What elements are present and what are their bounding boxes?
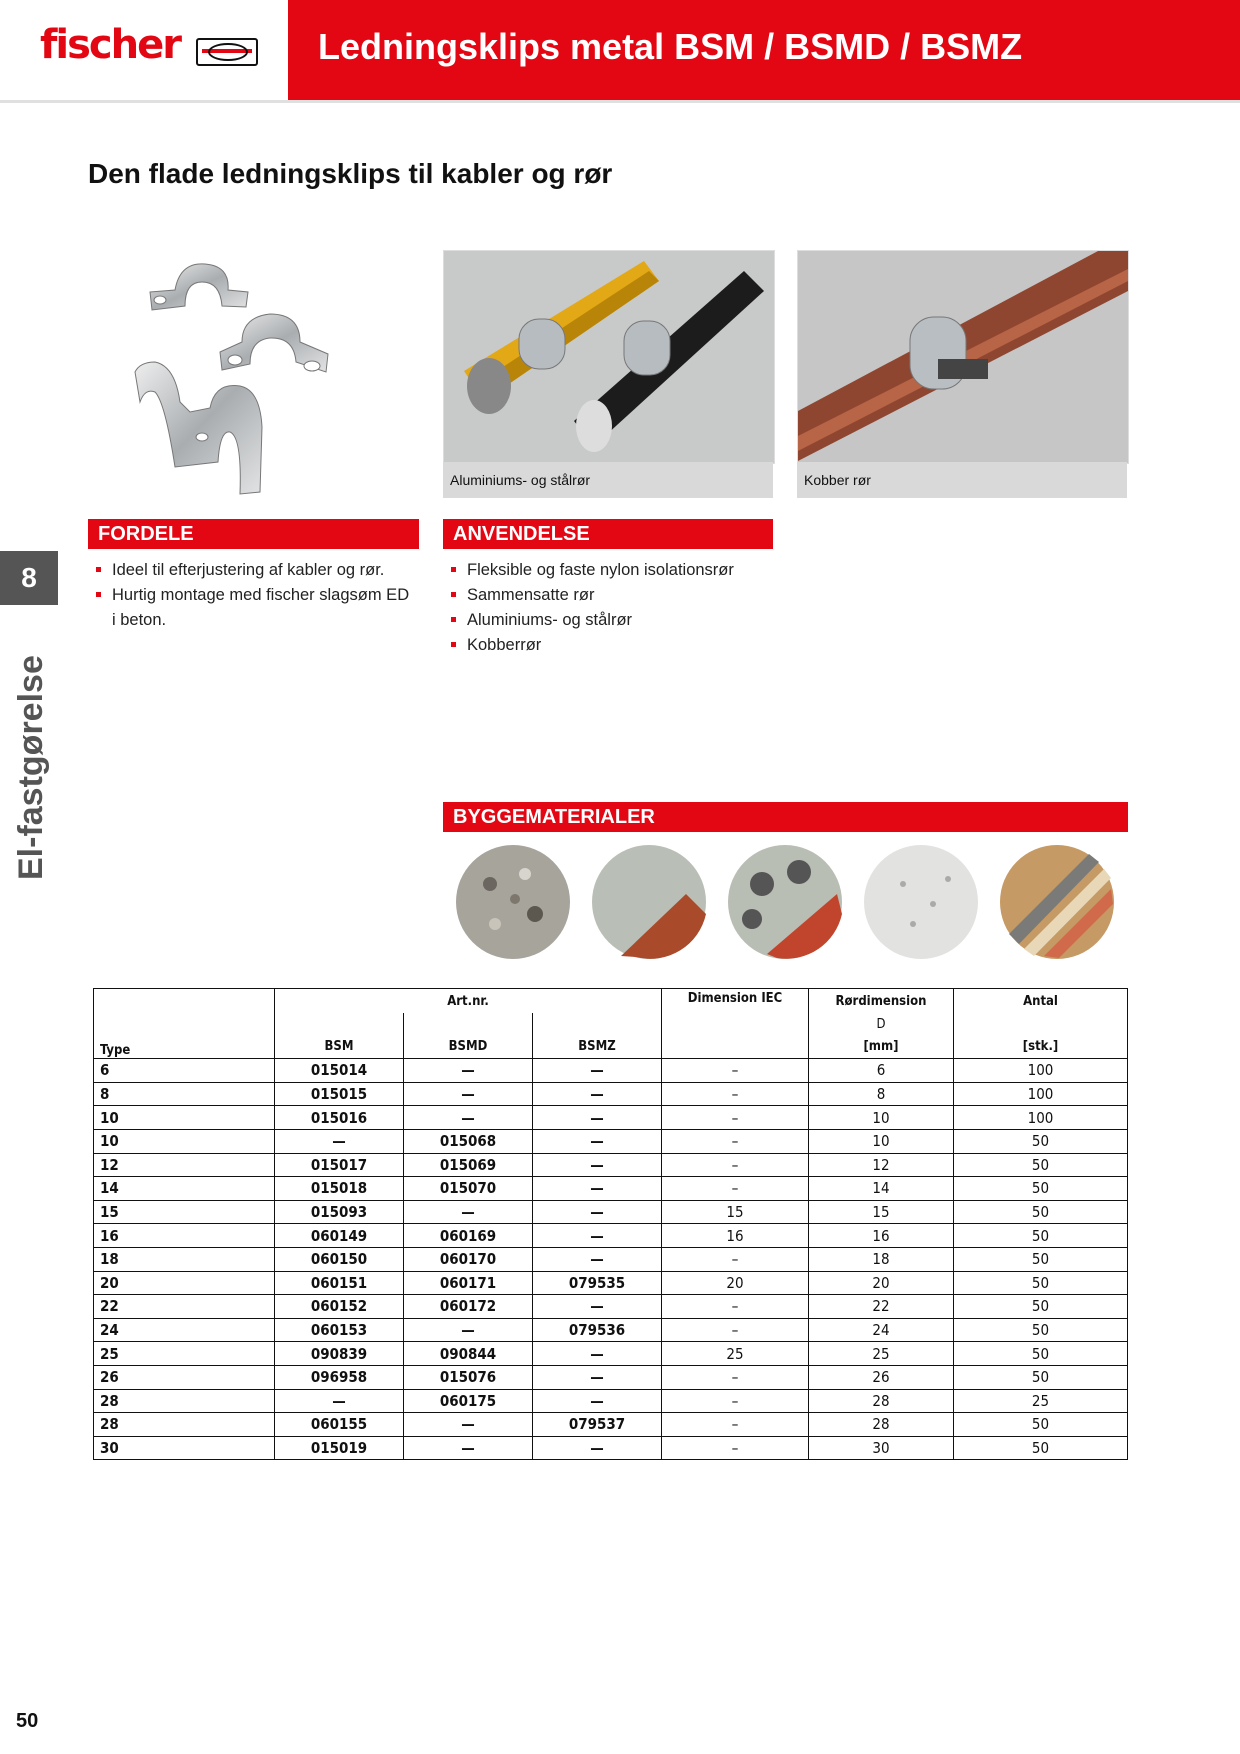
- dimension-iec-header: Dimension IEC: [662, 989, 809, 1059]
- table-row: [94, 1106, 1128, 1130]
- photo-caption-copper: Kobber rør: [797, 462, 1127, 498]
- table-cell: 10: [94, 1106, 275, 1130]
- table-cell: —: [533, 1082, 662, 1106]
- table-row: [94, 1365, 1128, 1389]
- product-clips-image: [130, 262, 380, 502]
- artnr-header: Art.nr.: [275, 989, 662, 1014]
- table-cell: 20: [94, 1271, 275, 1295]
- hollow-brick-icon: [728, 845, 842, 959]
- table-cell: 12: [94, 1153, 275, 1177]
- table-row: [94, 1082, 1128, 1106]
- table-cell: –: [662, 1177, 809, 1201]
- table-cell: 15: [809, 1200, 954, 1224]
- table-cell: 50: [954, 1200, 1128, 1224]
- page-title: Ledningsklips metal BSM / BSMD / BSMZ: [318, 26, 1023, 67]
- table-cell: 060171: [404, 1271, 533, 1295]
- unit-stk: [stk.]: [954, 1036, 1128, 1059]
- table-cell: 015019: [275, 1436, 404, 1460]
- table-cell: 50: [954, 1224, 1128, 1248]
- table-cell: 015076: [404, 1365, 533, 1389]
- table-cell: –: [662, 1059, 809, 1083]
- table-cell: 50: [954, 1436, 1128, 1460]
- table-cell: 015093: [275, 1200, 404, 1224]
- table-cell: 26: [94, 1365, 275, 1389]
- table-cell: 25: [94, 1342, 275, 1366]
- table-row: [94, 1389, 1128, 1413]
- fischer-fish-logo-icon: [196, 38, 258, 66]
- table-cell: 060175: [404, 1389, 533, 1413]
- table-cell: 14: [809, 1177, 954, 1201]
- table-cell: —: [533, 1295, 662, 1319]
- byggematerialer-heading: BYGGEMATERIALER: [443, 802, 1128, 832]
- table-cell: —: [533, 1342, 662, 1366]
- table-cell: 50: [954, 1365, 1128, 1389]
- table-cell: 060151: [275, 1271, 404, 1295]
- table-cell: 060153: [275, 1318, 404, 1342]
- table-row: [94, 1224, 1128, 1248]
- table-cell: 25: [954, 1389, 1128, 1413]
- table-cell: 50: [954, 1177, 1128, 1201]
- table-cell: –: [662, 1318, 809, 1342]
- table-cell: 14: [94, 1177, 275, 1201]
- list-item: Hurtig montage med fischer slagsøm ED i beton.: [92, 583, 412, 633]
- table-cell: 25: [809, 1342, 954, 1366]
- col-type-header: Type: [94, 989, 275, 1059]
- table-cell: 50: [954, 1413, 1128, 1437]
- aerated-concrete-icon: [864, 845, 978, 959]
- table-cell: 8: [809, 1082, 954, 1106]
- table-cell: 8: [94, 1082, 275, 1106]
- unit-mm: [mm]: [809, 1036, 954, 1059]
- table-cell: 30: [94, 1436, 275, 1460]
- table-row: [94, 1247, 1128, 1271]
- table-cell: 18: [809, 1247, 954, 1271]
- table-cell: 015070: [404, 1177, 533, 1201]
- table-cell: 015017: [275, 1153, 404, 1177]
- chapter-tab: 8: [0, 551, 58, 605]
- table-cell: 50: [954, 1247, 1128, 1271]
- table-cell: 015068: [404, 1129, 533, 1153]
- page-subtitle: Den flade ledningsklips til kabler og rør: [88, 158, 613, 189]
- building-materials-icons: [455, 844, 1115, 964]
- table-cell: —: [533, 1224, 662, 1248]
- table-row: [94, 1413, 1128, 1437]
- fordele-list: [92, 558, 412, 633]
- chapter-title-vertical: El-fastgørelse: [12, 655, 50, 880]
- table-cell: 015018: [275, 1177, 404, 1201]
- table-row: [94, 1177, 1128, 1201]
- table-cell: —: [404, 1082, 533, 1106]
- table-cell: —: [533, 1129, 662, 1153]
- table-cell: 060170: [404, 1247, 533, 1271]
- copper-pipe-photo: [797, 250, 1129, 464]
- table-cell: 100: [954, 1106, 1128, 1130]
- table-cell: 100: [954, 1059, 1128, 1083]
- fischer-logo: fischer: [40, 22, 180, 68]
- table-cell: 060169: [404, 1224, 533, 1248]
- product-table: [93, 988, 1128, 1460]
- table-cell: 20: [809, 1271, 954, 1295]
- table-cell: 015069: [404, 1153, 533, 1177]
- table-cell: 22: [809, 1295, 954, 1319]
- photo-caption-aluminium: Aluminiums- og stålrør: [443, 462, 773, 498]
- table-cell: 16: [662, 1224, 809, 1248]
- table-cell: –: [662, 1153, 809, 1177]
- table-cell: 50: [954, 1318, 1128, 1342]
- table-cell: —: [533, 1106, 662, 1130]
- concrete-icon: [456, 845, 570, 959]
- table-row: [94, 1342, 1128, 1366]
- table-cell: 50: [954, 1153, 1128, 1177]
- table-cell: 090839: [275, 1342, 404, 1366]
- table-cell: 28: [809, 1413, 954, 1437]
- table-cell: 20: [662, 1271, 809, 1295]
- table-cell: 50: [954, 1271, 1128, 1295]
- table-cell: 079535: [533, 1271, 662, 1295]
- list-item: Fleksible og faste nylon isolationsrør: [447, 558, 767, 583]
- rordimension-header: Rørdimension: [809, 989, 954, 1014]
- d-symbol: D: [809, 1013, 954, 1036]
- table-cell: 50: [954, 1295, 1128, 1319]
- table-cell: —: [533, 1365, 662, 1389]
- table-row: [94, 1153, 1128, 1177]
- table-cell: 10: [809, 1129, 954, 1153]
- board-materials-icon: [1000, 845, 1114, 959]
- table-cell: 15: [662, 1200, 809, 1224]
- table-cell: 090844: [404, 1342, 533, 1366]
- table-cell: 15: [94, 1200, 275, 1224]
- col-bsmd-header: BSMD: [404, 1036, 533, 1059]
- table-cell: –: [662, 1295, 809, 1319]
- table-cell: –: [662, 1389, 809, 1413]
- table-cell: 12: [809, 1153, 954, 1177]
- table-cell: —: [533, 1247, 662, 1271]
- table-cell: 28: [94, 1413, 275, 1437]
- col-bsmz-header: BSMZ: [533, 1036, 662, 1059]
- table-cell: 25: [662, 1342, 809, 1366]
- table-cell: —: [533, 1436, 662, 1460]
- table-row: [94, 1318, 1128, 1342]
- table-cell: 060155: [275, 1413, 404, 1437]
- table-cell: 060172: [404, 1295, 533, 1319]
- table-cell: 060150: [275, 1247, 404, 1271]
- table-cell: –: [662, 1247, 809, 1271]
- solid-brick-icon: [592, 845, 706, 959]
- header-divider: [0, 100, 1240, 103]
- table-cell: –: [662, 1082, 809, 1106]
- table-cell: —: [404, 1106, 533, 1130]
- table-cell: 096958: [275, 1365, 404, 1389]
- table-cell: 18: [94, 1247, 275, 1271]
- table-cell: 6: [809, 1059, 954, 1083]
- table-cell: –: [662, 1365, 809, 1389]
- table-cell: —: [275, 1129, 404, 1153]
- table-row: [94, 1271, 1128, 1295]
- list-item: Ideel til efterjustering af kabler og rør.: [92, 558, 412, 583]
- table-cell: —: [404, 1318, 533, 1342]
- table-cell: 26: [809, 1365, 954, 1389]
- table-cell: 30: [809, 1436, 954, 1460]
- table-cell: –: [662, 1129, 809, 1153]
- table-cell: 079537: [533, 1413, 662, 1437]
- table-cell: 16: [809, 1224, 954, 1248]
- table-row: [94, 1129, 1128, 1153]
- list-item: Kobberrør: [447, 633, 767, 658]
- table-cell: 24: [809, 1318, 954, 1342]
- table-cell: 015016: [275, 1106, 404, 1130]
- col-bsm-header: BSM: [275, 1036, 404, 1059]
- table-cell: 50: [954, 1129, 1128, 1153]
- table-cell: 24: [94, 1318, 275, 1342]
- table-cell: —: [404, 1413, 533, 1437]
- table-cell: —: [533, 1153, 662, 1177]
- page-number: 50: [16, 1710, 39, 1732]
- anvendelse-heading: ANVENDELSE: [443, 519, 773, 549]
- table-cell: 10: [809, 1106, 954, 1130]
- table-row: [94, 1436, 1128, 1460]
- table-cell: —: [404, 1436, 533, 1460]
- table-cell: 060152: [275, 1295, 404, 1319]
- anvendelse-list: [447, 558, 767, 658]
- list-item: Aluminiums- og stålrør: [447, 608, 767, 633]
- table-cell: 22: [94, 1295, 275, 1319]
- table-cell: –: [662, 1413, 809, 1437]
- table-cell: –: [662, 1106, 809, 1130]
- table-cell: —: [275, 1389, 404, 1413]
- table-cell: —: [404, 1200, 533, 1224]
- table-cell: –: [662, 1436, 809, 1460]
- table-cell: 6: [94, 1059, 275, 1083]
- table-cell: 060149: [275, 1224, 404, 1248]
- table-cell: —: [533, 1200, 662, 1224]
- table-cell: 015015: [275, 1082, 404, 1106]
- antal-header: Antal: [954, 989, 1128, 1014]
- table-cell: 079536: [533, 1318, 662, 1342]
- fordele-heading: FORDELE: [88, 519, 419, 549]
- table-cell: 28: [809, 1389, 954, 1413]
- table-cell: 10: [94, 1129, 275, 1153]
- table-cell: 16: [94, 1224, 275, 1248]
- table-cell: 50: [954, 1342, 1128, 1366]
- table-row: [94, 1059, 1128, 1083]
- table-cell: —: [404, 1059, 533, 1083]
- list-item: Sammensatte rør: [447, 583, 767, 608]
- aluminium-steel-pipes-photo: [443, 250, 775, 464]
- table-row: [94, 1295, 1128, 1319]
- table-cell: —: [533, 1059, 662, 1083]
- table-cell: 100: [954, 1082, 1128, 1106]
- table-cell: 015014: [275, 1059, 404, 1083]
- table-row: [94, 1200, 1128, 1224]
- table-cell: —: [533, 1177, 662, 1201]
- table-cell: 28: [94, 1389, 275, 1413]
- table-cell: —: [533, 1389, 662, 1413]
